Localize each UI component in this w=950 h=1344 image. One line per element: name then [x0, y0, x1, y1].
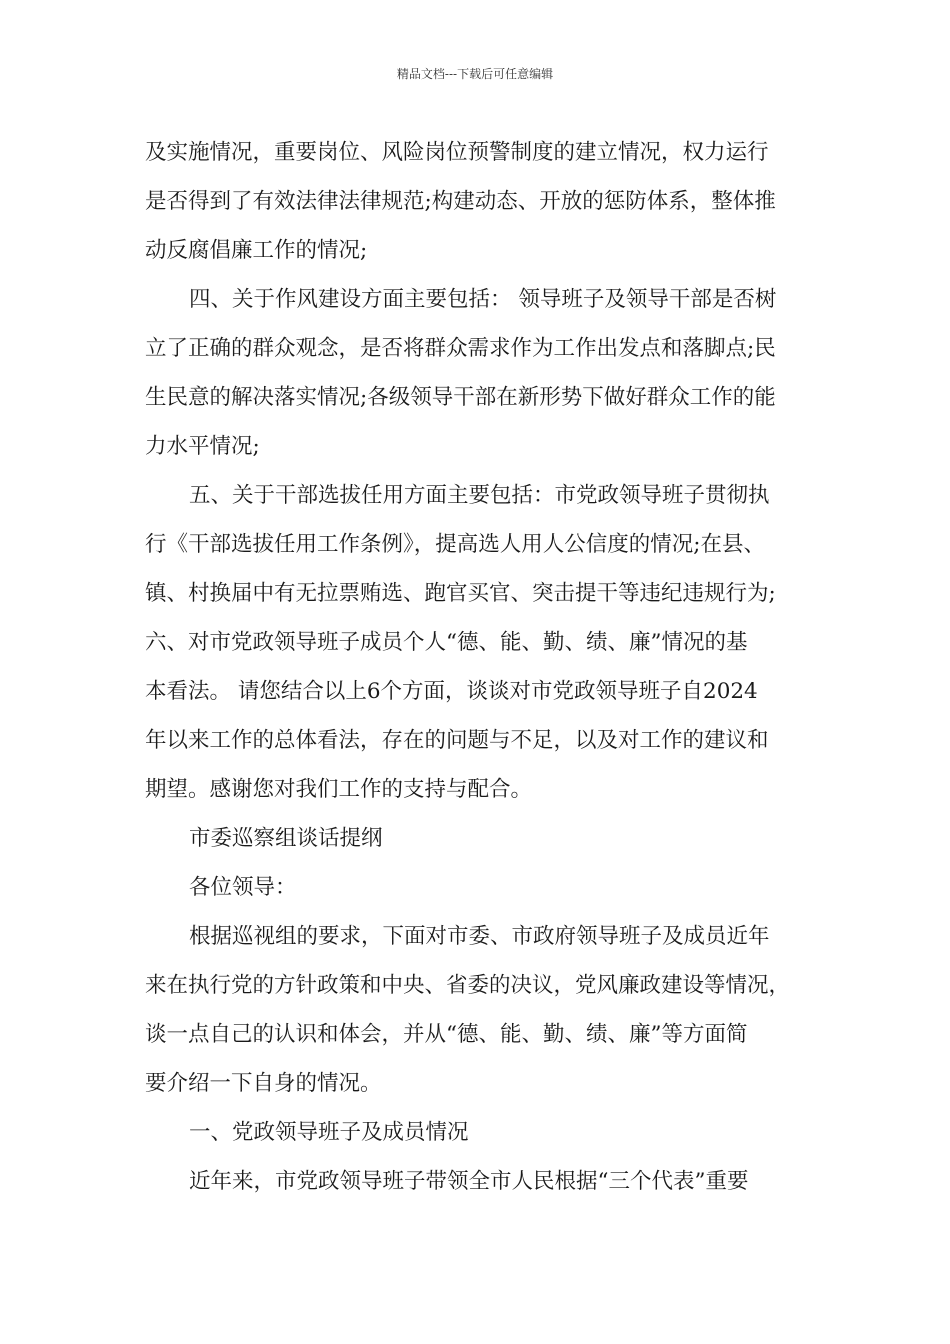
text-line: 年以来工作的总体看法，存在的问题与不足，以及对工作的建议和	[145, 728, 769, 753]
text-line: 是否得到了有效法律法律规范;构建动态、开放的惩防体系，整体推	[145, 189, 776, 214]
text-line: 来在执行党的方针政策和中央、省委的决议，党风廉政建设等情况，	[145, 973, 791, 998]
text-line: 要介绍一下自身的情况。	[145, 1071, 382, 1096]
text-line: 镇、村换届中有无拉票贿选、跑官买官、突击提干等违纪违规行为;	[145, 581, 776, 606]
text-line: 行《干部选拔任用工作条例》，提高选人用人公信度的情况;在县、	[145, 532, 765, 557]
text-line: 根据巡视组的要求，下面对市委、市政府领导班子及成员近年	[189, 924, 770, 949]
text-line: 本看法。 请您结合以上6个方面，谈谈对市党政领导班子自2024	[145, 679, 758, 704]
text-line: 期望。感谢您对我们工作的支持与配合。	[145, 777, 533, 802]
text-line: 及实施情况，重要岗位、风险岗位预警制度的建立情况，权力运行	[145, 140, 769, 165]
text-line: 六、对市党政领导班子成员个人“德、能、勤、绩、廉”情况的基	[145, 630, 748, 655]
text-line: 力水平情况;	[145, 434, 260, 459]
text-line: 近年来，市党政领导班子带领全市人民根据“三个代表”重要	[189, 1169, 749, 1194]
text-line: 各位领导：	[189, 875, 297, 900]
page-header: 精品文档---下载后可任意编辑	[396, 67, 554, 81]
text-line: 谈一点自己的认识和体会，并从“德、能、勤、绩、廉”等方面简	[145, 1022, 748, 1047]
text-line: 四、关于作风建设方面主要包括： 领导班子及领导干部是否树	[189, 287, 777, 312]
text-line: 立了正确的群众观念，是否将群众需求作为工作出发点和落脚点;民	[145, 336, 776, 361]
text-line: 动反腐倡廉工作的情况;	[145, 238, 368, 263]
text-line: 一、党政领导班子及成员情况	[189, 1120, 469, 1145]
document-body	[145, 128, 810, 1206]
text-line: 生民意的解决落实情况;各级领导干部在新形势下做好群众工作的能	[145, 385, 776, 410]
text-line: 五、关于干部选拔任用方面主要包括：市党政领导班子贯彻执	[189, 483, 770, 508]
text-line: 市委巡察组谈话提纲	[189, 826, 383, 851]
